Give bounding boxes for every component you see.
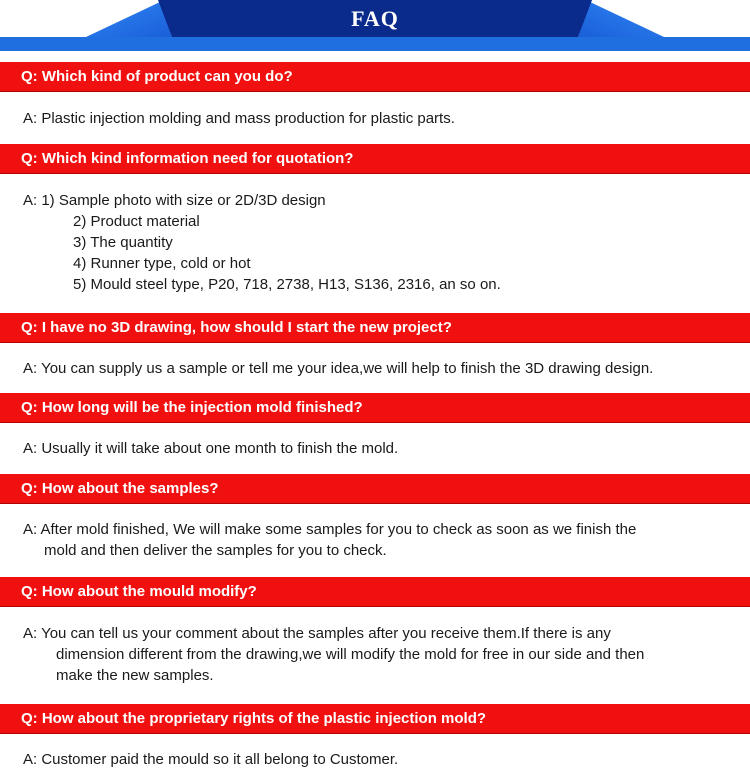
answer-line: A: Customer paid the mould so it all belong to Customer. xyxy=(23,751,399,768)
question-text: Q: Which kind information need for quotation? xyxy=(21,150,354,167)
faq-answer-5 xyxy=(23,519,742,561)
faq-question-7 xyxy=(0,704,750,734)
faq-answer-7 xyxy=(23,749,742,770)
answer-line: 3) The quantity xyxy=(73,234,173,251)
faq-question-5 xyxy=(0,474,750,504)
question-text: Q: Which kind of product can you do? xyxy=(21,68,293,85)
answer-line: A: Usually it will take about one month to finish the mold. xyxy=(23,440,399,457)
question-text: Q: How about the proprietary rights of the plastic injection mold? xyxy=(21,710,487,727)
answer-line: A: You can supply us a sample or tell me your idea,we will help to finish the 3D drawing design. xyxy=(23,360,654,377)
question-text: Q: I have no 3D drawing, how should I start the new project? xyxy=(21,319,452,336)
answer-line: A: You can tell us your comment about the samples after you receive them.If there is any xyxy=(23,625,611,642)
faq-answer-1 xyxy=(23,108,742,129)
faq-question-6 xyxy=(0,577,750,607)
faq-question-3 xyxy=(0,313,750,343)
answer-line: 5) Mould steel type, P20, 718, 2738, H13, S136, 2316, an so on. xyxy=(73,276,501,293)
faq-header xyxy=(0,0,750,52)
answer-line: make the new samples. xyxy=(56,667,214,684)
answer-line: mold and then deliver the samples for you to check. xyxy=(44,542,387,559)
faq-answer-4 xyxy=(23,438,742,459)
faq-question-4 xyxy=(0,393,750,423)
answer-line: 2) Product material xyxy=(73,213,200,230)
faq-answer-6 xyxy=(23,623,742,686)
answer-line: A: 1) Sample photo with size or 2D/3D design xyxy=(23,192,326,209)
faq-question-2 xyxy=(0,144,750,174)
answer-line: dimension different from the drawing,we will modify the mold for free in our side and then xyxy=(56,646,645,663)
faq-answer-2 xyxy=(23,190,742,295)
page-title: FAQ xyxy=(351,6,399,31)
question-text: Q: How long will be the injection mold finished? xyxy=(21,399,363,416)
answer-line: A: After mold finished, We will make some samples for you to check as soon as we finish the xyxy=(23,521,637,538)
answer-line: A: Plastic injection molding and mass production for plastic parts. xyxy=(23,110,455,127)
question-text: Q: How about the samples? xyxy=(21,480,219,497)
question-text: Q: How about the mould modify? xyxy=(21,583,257,600)
faq-question-1 xyxy=(0,62,750,92)
answer-line: 4) Runner type, cold or hot xyxy=(73,255,251,272)
faq-answer-3 xyxy=(23,358,742,379)
